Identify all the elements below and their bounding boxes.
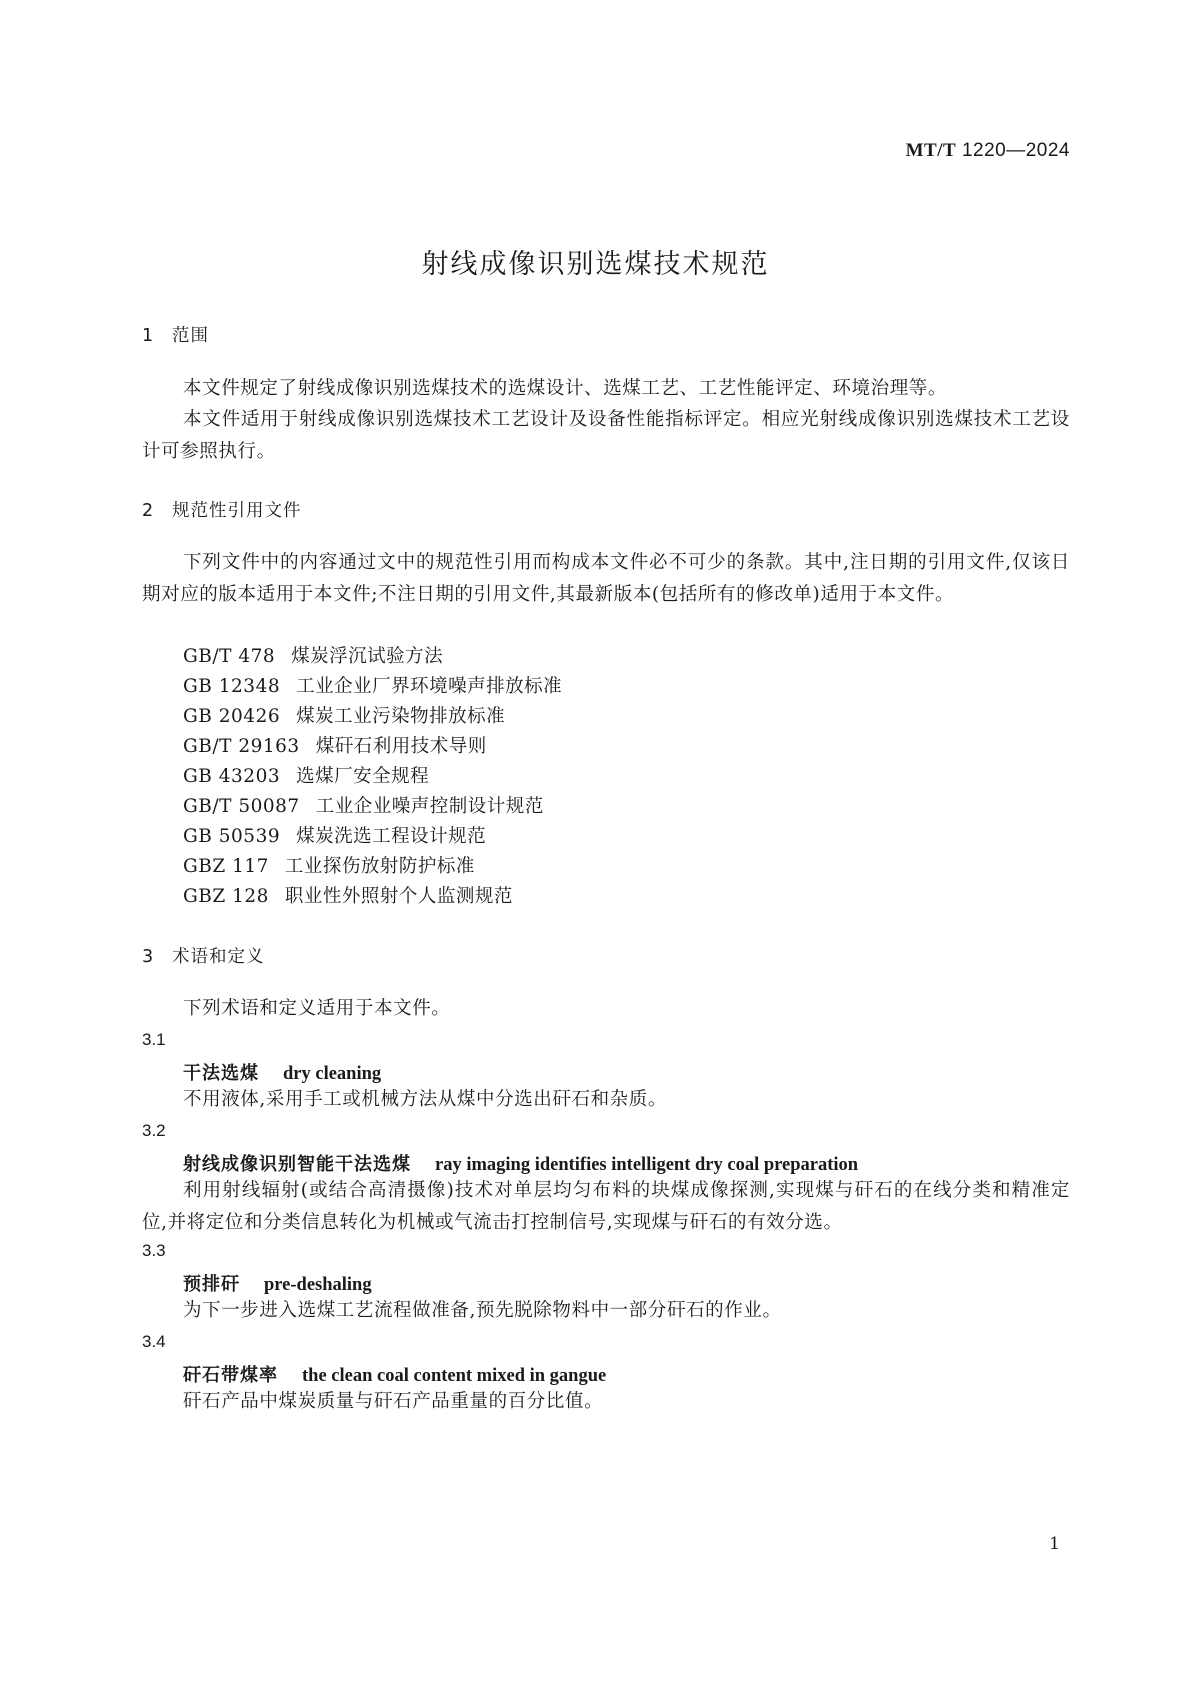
reference-code: GB/T 29163: [183, 736, 300, 757]
reference-code: GB/T 478: [183, 646, 276, 667]
section-title: 范围: [172, 326, 209, 346]
term-definition: 不用液体,采用手工或机械方法从煤中分选出矸石和杂质。: [183, 1089, 667, 1110]
term-en: ray imaging identifies intelligent dry coal preparation: [435, 1155, 859, 1175]
reference-name: 煤矸石利用技术导则: [315, 736, 487, 757]
standard-code: [906, 140, 1070, 162]
reference-name: 工业企业厂界环境噪声排放标准: [296, 676, 563, 697]
document-title: 射线成像识别选煤技术规范: [421, 249, 770, 280]
reference-item: [183, 762, 429, 788]
reference-item: [183, 672, 562, 698]
term-heading: [183, 1150, 858, 1176]
page-number: 1: [1049, 1534, 1060, 1554]
section-heading-terms-and-definitions: [142, 943, 265, 968]
reference-code: GB 20426: [183, 706, 281, 727]
term-zh: 预排矸: [183, 1274, 240, 1295]
term-en: the clean coal content mixed in gangue: [302, 1366, 607, 1386]
term-definition: 矸石产品中煤炭质量与矸石产品重量的百分比值。: [183, 1391, 604, 1412]
reference-name: 煤炭洗选工程设计规范: [296, 826, 487, 847]
section-number: 3: [142, 947, 155, 967]
reference-item: [183, 642, 443, 668]
term-zh: 干法选煤: [183, 1063, 259, 1084]
term-en: dry cleaning: [283, 1064, 382, 1084]
reference-name: 工业企业噪声控制设计规范: [315, 796, 544, 817]
term-number: 3.1: [142, 1030, 166, 1049]
scope-paragraph-1: 本文件规定了射线成像识别选煤技术的选煤设计、选煤工艺、工艺性能评定、环境治理等。: [183, 378, 948, 399]
scope-paragraph-2: 本文件适用于射线成像识别选煤技术工艺设计及设备性能指标评定。相应光射线成像识别选煤技术工艺设计可参照执行。: [142, 409, 1070, 462]
section-heading-scope: [142, 322, 209, 347]
reference-code: GBZ 117: [183, 856, 269, 877]
reference-name: 煤炭浮沉试验方法: [291, 646, 444, 667]
term-zh: 射线成像识别智能干法选煤: [183, 1154, 411, 1175]
standard-prefix: MT/T: [905, 140, 957, 161]
reference-code: GB 50539: [183, 826, 281, 847]
term-heading: [183, 1270, 372, 1296]
reference-code: GB 12348: [183, 676, 281, 697]
reference-name: 煤炭工业污染物排放标准: [296, 706, 506, 727]
reference-code: GB 43203: [183, 766, 281, 787]
reference-item: [183, 702, 505, 728]
reference-item: [183, 852, 475, 878]
standard-number: 1220—2024: [961, 140, 1070, 161]
term-number: 3.3: [142, 1241, 166, 1260]
term-zh: 矸石带煤率: [183, 1365, 278, 1386]
term-definition: 利用射线辐射(或结合高清摄像)技术对单层均匀布料的块煤成像探测,实现煤与矸石的在线分类和精准定位,并将定位和分类信息转化为机械或气流击打控制信号,实现煤与矸石的有效分选。: [142, 1180, 1070, 1233]
term-heading: [183, 1059, 381, 1085]
section-title: 术语和定义: [172, 947, 265, 967]
reference-code: GBZ 128: [183, 886, 269, 907]
reference-item: [183, 732, 487, 758]
reference-item: [183, 822, 486, 848]
references-intro-paragraph: 下列文件中的内容通过文中的规范性引用而构成本文件必不可少的条款。其中,注日期的引用文件,仅该日期对应的版本适用于本文件;不注日期的引用文件,其最新版本(包括所有的修改单)适用于本文件。: [142, 552, 1070, 605]
reference-name: 职业性外照射个人监测规范: [284, 886, 513, 907]
term-heading: [183, 1361, 606, 1387]
reference-code: GB/T 50087: [183, 796, 300, 817]
reference-item: [183, 792, 544, 818]
section-number: 1: [142, 326, 155, 346]
section-title: 规范性引用文件: [172, 501, 302, 521]
term-number: 3.2: [142, 1121, 166, 1140]
terms-intro-paragraph: 下列术语和定义适用于本文件。: [183, 998, 451, 1019]
reference-item: [183, 882, 513, 908]
reference-name: 工业探伤放射防护标准: [284, 856, 475, 877]
reference-name: 选煤厂安全规程: [296, 766, 430, 787]
term-en: pre-deshaling: [264, 1275, 372, 1295]
term-definition: 为下一步进入选煤工艺流程做准备,预先脱除物料中一部分矸石的作业。: [183, 1300, 782, 1321]
section-heading-normative-references: [142, 497, 302, 522]
term-number: 3.4: [142, 1332, 166, 1351]
section-number: 2: [142, 501, 155, 521]
